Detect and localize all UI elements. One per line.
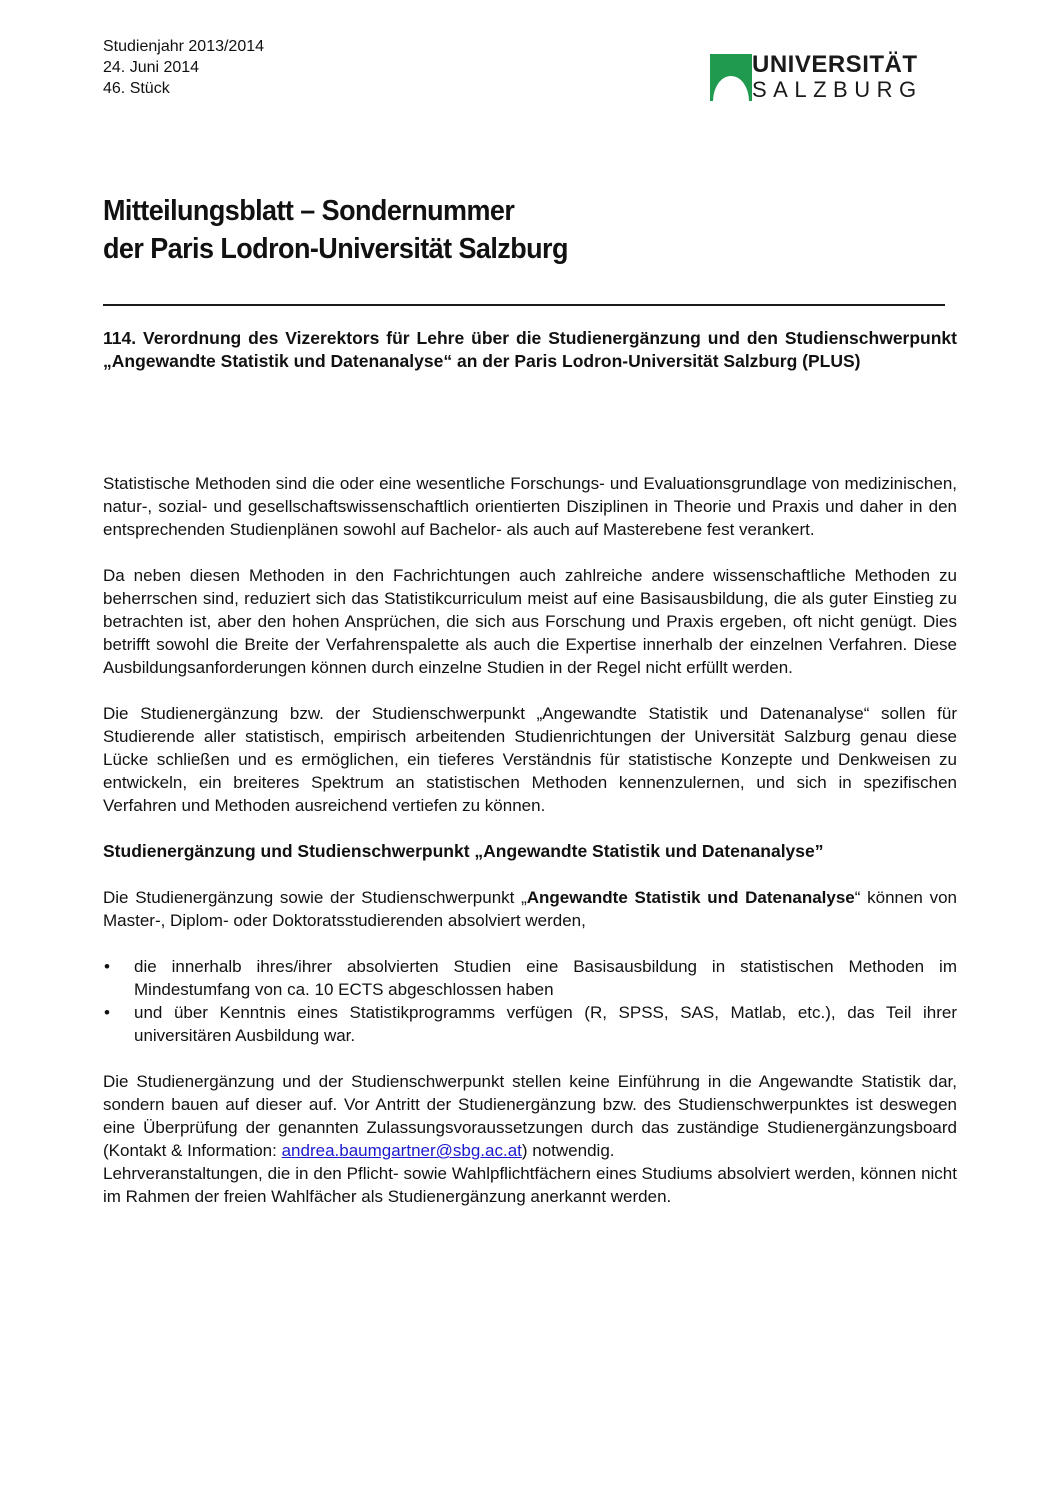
list-item: • und über Kenntnis eines Statistikprogramms verfügen (R, SPSS, SAS, Matlab, etc.), das Teil ihrer universitären Ausbildung war.: [103, 1001, 957, 1047]
paragraph-admission: [103, 1070, 957, 1162]
paragraph-final: Lehrveranstaltungen, die in den Pflicht- sowie Wahlpflichtfächern eines Studiums absolviert werden, können nicht im Rahmen der freien Wahlfächer als Studienergänzung anerkannt werden.: [103, 1164, 957, 1206]
paragraph-eligibility: [103, 886, 957, 932]
university-logo: [710, 51, 923, 102]
issue-number: 46. Stück: [103, 80, 170, 97]
contact-email-link[interactable]: andrea.baumgartner@sbg.ac.at: [281, 1141, 522, 1160]
eligibility-text-end: “ können von Master-, Diplom- oder Doktoratsstudierenden absolviert werden,: [103, 888, 957, 930]
subsection-heading: Studienergänzung und Studienschwerpunkt „Angewandte Statistik und Datenanalyse”: [103, 841, 824, 861]
admission-text-start: Die Studienergänzung und der Studienschwerpunkt stellen keine Einführung in die Angewandte Statistik dar, sondern bauen auf dieser auf. Vor Antritt der Studienergänzung bzw. des Studienschwerpunktes ist deswegen eine Überprüfung der genannten Zulassungsvoraussetzungen durch das zuständige Studienergänzungsboard (Kontakt & Information:: [103, 1072, 957, 1160]
title-line-2: der Paris Lodron-Universität Salzburg: [103, 233, 568, 265]
document-body: [103, 327, 957, 1208]
academic-year: Studienjahr 2013/2014: [103, 38, 265, 55]
program-name: Angewandte Statistik und Datenanalyse: [526, 888, 855, 907]
requirements-list: [103, 955, 957, 1047]
admission-text-end: ) notwendig.: [521, 1141, 615, 1160]
list-item: • die innerhalb ihres/ihrer absolvierten Studien eine Basisausbildung in statistischen Methoden im Mindestumfang von ca. 10 ECTS abgeschlossen haben: [103, 955, 957, 1001]
logo-line-2: SALZBURG: [752, 77, 923, 102]
title-divider: [103, 304, 945, 306]
paragraph-goals: Die Studienergänzung bzw. der Studienschwerpunkt „Angewandte Statistik und Datenanalyse“ sollen für Studierende aller statistisch, empirisch arbeitenden Studienrichtungen der Universität Salzburg genau diese Lücke schließen und es ermöglichen, ein tieferes Verständnis für statistische Konzepte und Denkweisen zu entwickeln, ein breiteres Spektrum an statistischen Methoden kennenzulernen, und sich in spezifischen Verfahren und Methoden ausreichend vertiefen zu können.: [103, 704, 957, 815]
paragraph-intro: Statistische Methoden sind die oder eine wesentliche Forschungs- und Evaluationsgrundlage von medizinischen, natur-, sozial- und gesellschaftswissenschaftlich orientierten Disziplinen in Theorie und Praxis und daher in den entsprechenden Studienplänen sowohl auf Bachelor- als auch auf Masterebene fest verankert.: [103, 474, 957, 539]
issue-date: 24. Juni 2014: [103, 59, 200, 76]
section-heading: 114. Verordnung des Vizerektors für Lehre über die Studienergänzung und den Studienschwerpunkt „Angewandte Statistik und Datenanalyse“ an der Paris Lodron-Universität Salzburg (PLUS): [103, 328, 957, 371]
arch-logo-icon: [710, 54, 752, 101]
page-title: [103, 192, 568, 268]
issue-meta: [103, 36, 264, 99]
title-line-1: Mitteilungsblatt – Sondernummer: [103, 195, 515, 227]
logo-line-1: UNIVERSITÄT: [752, 51, 918, 78]
eligibility-text-start: Die Studienergänzung sowie der Studienschwerpunkt „: [103, 888, 527, 907]
paragraph-methods: Da neben diesen Methoden in den Fachrichtungen auch zahlreiche andere wissenschaftliche Methoden zu beherrschen sind, reduziert sich das Statistikcurriculum meist auf eine Basisausbildung, die als guter Einstieg zu betrachten ist, aber den hohen Ansprüchen, die sich aus Forschung und Praxis ergeben, oft nicht genügt. Dies betrifft sowohl die Breite der Verfahrenspalette als auch die Expertise innerhalb der einzelnen Verfahren. Diese Ausbildungsanforderungen können durch einzelne Studien in der Regel nicht erfüllt werden.: [103, 566, 957, 677]
